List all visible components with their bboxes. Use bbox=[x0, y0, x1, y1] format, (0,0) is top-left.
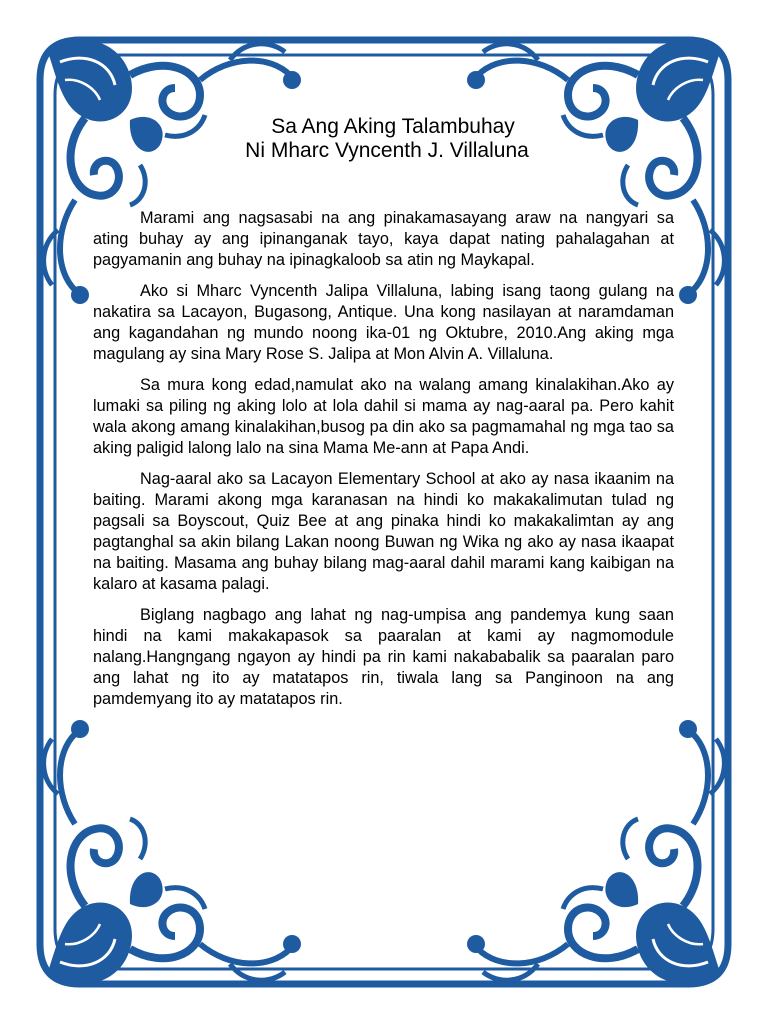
paragraph-2: Ako si Mharc Vyncenth Jalipa Villaluna, labing isang taong gulang na nakatira sa Lacayon, Bugasong, Antique. Una kong nasilayan at naramdaman ang kagandahan ng mundo noong ika-01 ng Oktubre, 2010.Ang aking mga magulang ay sina Mary Rose S. Jalipa at Mon Alvin A. Villaluna. bbox=[93, 282, 674, 363]
document-title: Sa Ang Aking Talambuhay bbox=[271, 115, 515, 138]
paragraph-3: Sa mura kong edad,namulat ako na walang amang kinalakihan.Ako ay lumaki sa piling ng aking lolo at lola dahil si mama ay nag-aaral pa. Pero kahit wala akong amang kinalakihan,busog pa din ako sa pagmamahal ng mga tao sa aking paligid lalong lalo na sina Mama Me-ann at Papa Andi. bbox=[93, 376, 674, 457]
paragraph-5: Biglang nagbago ang lahat ng nag-umpisa ang pandemya kung saan hindi na kami makakapasok sa paaralan at kami ay nagmomodule nalang.Hangngang ngayon ay hindi pa rin kami nakababalik sa paaralan paro ang lahat ng ito ay matatapos rin, tiwala lang sa Panginoon na ang pamdemyang ito ay matatapos rin. bbox=[93, 606, 674, 708]
paragraph-4: Nag-aaral ako sa Lacayon Elementary School at ako ay nasa ikaanim na baiting. Marami akong mga karanasan na hindi ko makakalimutan tulad ng pagsali sa Boyscout, Quiz Bee at ang pinaka hindi ko makakalimtan ay ang pagtanghal sa akin bilang Lakan noong Buwan ng Wika ng ako ay nasa ikaapat na baiting. Masama ang buhay bilang mag-aaral dahil marami kang kaibigan na kalaro at kasama palagi. bbox=[93, 470, 674, 593]
author-line: Ni Mharc Vyncenth J. Villaluna bbox=[245, 139, 529, 162]
paragraph-1: Marami ang nagsasabi na ang pinakamasayang araw na nangyari sa ating buhay ay ang ipinanganak tayo, kaya dapat nating pahalagahan at pagyamanin ang buhay na ipinagkaloob sa atin ng Maykapal. bbox=[93, 209, 674, 269]
corner-ornament-bottom-right bbox=[438, 694, 728, 984]
document-body bbox=[93, 208, 674, 720]
corner-ornament-bottom-left bbox=[40, 694, 330, 984]
